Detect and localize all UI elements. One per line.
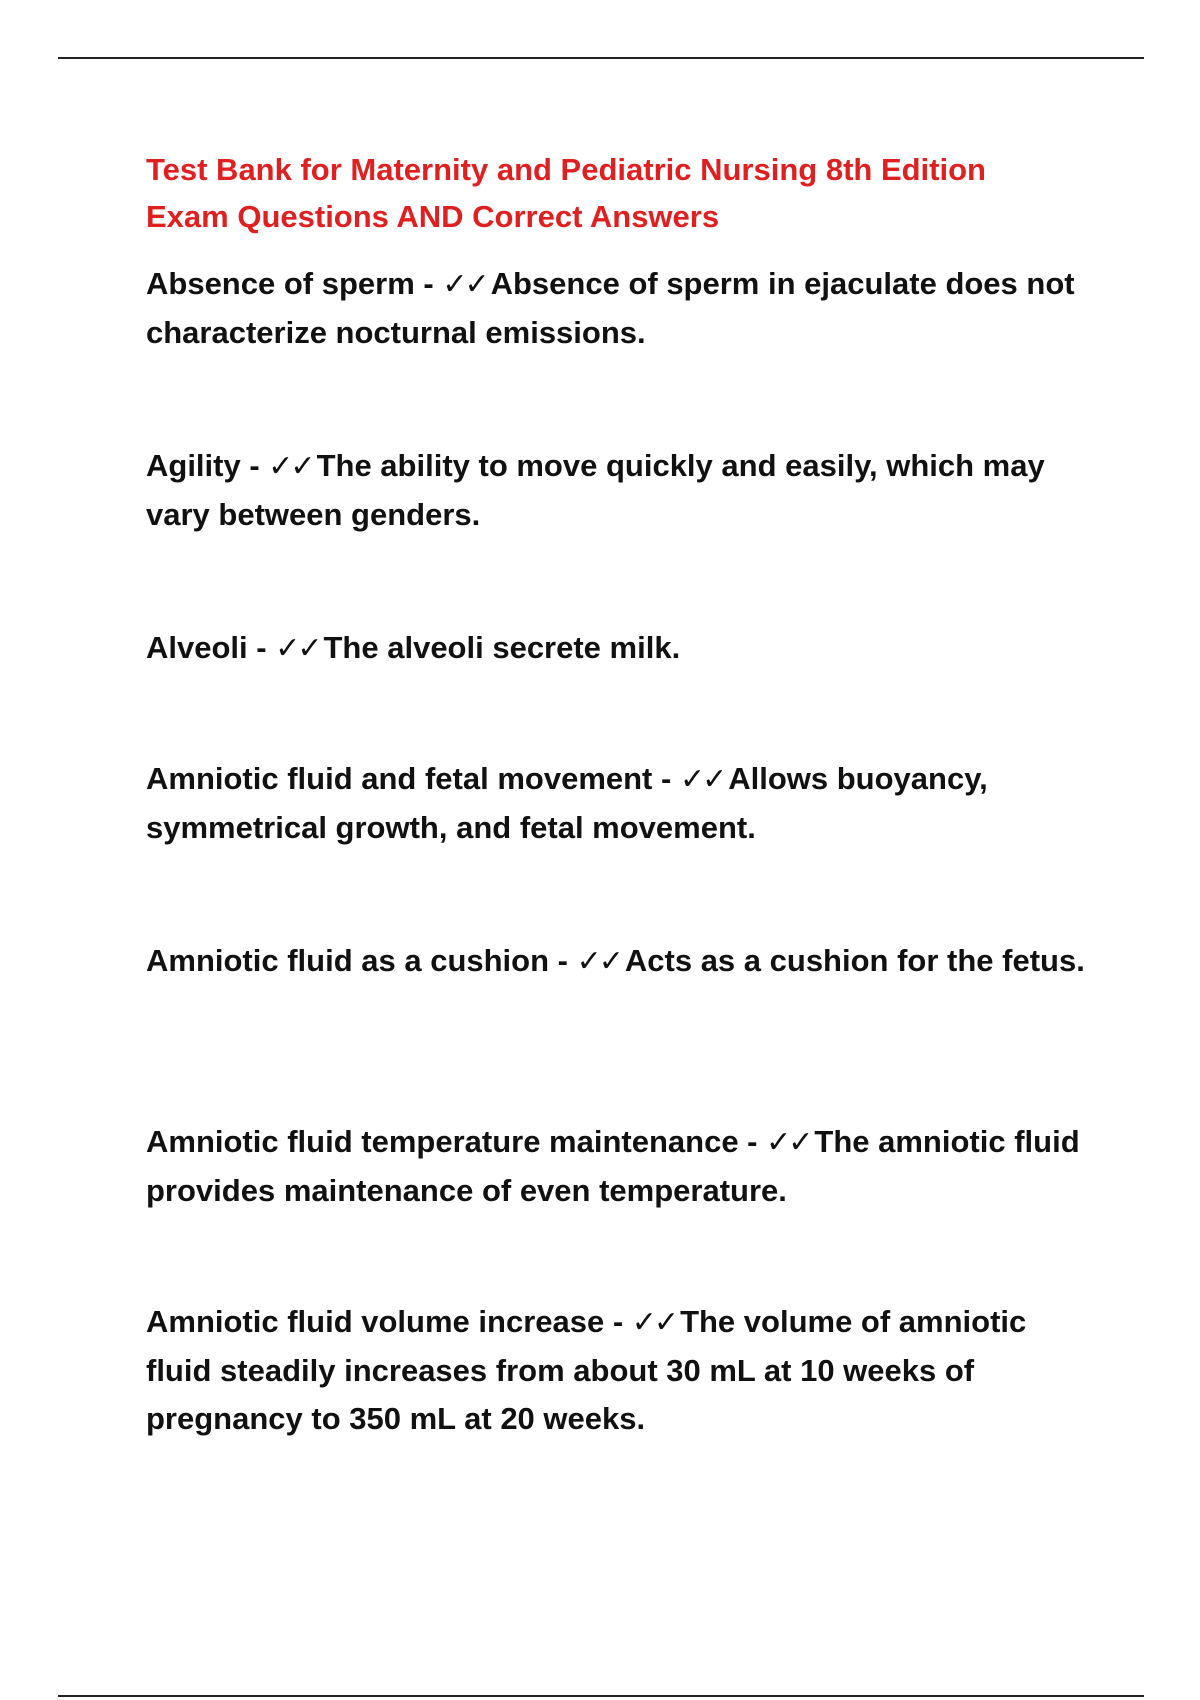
entry-answer: Acts as a cushion for the fetus. <box>624 943 1085 978</box>
entry-answer: Allows buoyancy, symmetrical growth, and fetal movement. <box>146 761 988 845</box>
double-check-icon: ✓✓ <box>679 762 725 797</box>
double-check-icon: ✓✓ <box>268 449 313 484</box>
double-check-icon: ✓✓ <box>576 944 621 979</box>
document-body <box>146 146 1086 1436</box>
double-check-icon: ✓✓ <box>442 267 487 302</box>
entry-term: Alveoli <box>146 630 248 665</box>
entry-term: Amniotic fluid volume increase <box>146 1304 605 1339</box>
qa-entry-absence-of-sperm <box>146 260 1086 357</box>
entry-answer: The alveoli secrete milk. <box>323 630 681 665</box>
entry-separator: - <box>604 1304 632 1339</box>
entry-answer: Absence of sperm in ejaculate does not characterize nocturnal emissions. <box>146 266 1075 350</box>
entry-answer: The amniotic fluid provides maintenance of even temperature. <box>146 1124 1080 1208</box>
double-check-icon: ✓✓ <box>766 1125 811 1160</box>
document-title-line-2: Exam Questions AND Correct Answers <box>146 199 720 234</box>
qa-entry-amniotic-fluid-fetal-movement <box>146 755 1086 852</box>
entry-answer: The volume of amniotic fluid steadily increases from about 30 mL at 10 weeks of pregnancy to 350 mL at 20 weeks. <box>146 1304 1027 1436</box>
document-title-line-1: Test Bank for Maternity and Pediatric Nursing 8th Edition <box>146 152 986 187</box>
entry-term: Amniotic fluid as a cushion <box>146 943 550 978</box>
entry-separator: - <box>240 448 269 483</box>
footer-rule <box>58 1695 1144 1697</box>
entry-term: Agility <box>146 448 241 483</box>
header-rule <box>58 57 1144 59</box>
entry-separator: - <box>549 943 577 978</box>
qa-entry-amniotic-fluid-volume <box>146 1298 1086 1443</box>
qa-entry-amniotic-fluid-temperature <box>146 1118 1086 1215</box>
entry-separator: - <box>738 1124 767 1159</box>
entry-term: Absence of sperm <box>146 266 415 301</box>
entry-answer: The ability to move quickly and easily, which may vary between genders. <box>146 448 1045 532</box>
double-check-icon: ✓✓ <box>275 631 320 666</box>
document-title <box>146 146 1086 240</box>
entry-separator: - <box>247 630 276 665</box>
entry-term: Amniotic fluid temperature maintenance <box>146 1124 739 1159</box>
qa-entry-amniotic-fluid-cushion <box>146 937 1086 986</box>
entry-separator: - <box>652 761 680 796</box>
qa-entry-agility <box>146 442 1086 539</box>
double-check-icon: ✓✓ <box>631 1305 677 1340</box>
entry-term: Amniotic fluid and fetal movement <box>146 761 653 796</box>
qa-entry-alveoli <box>146 624 1086 673</box>
entry-separator: - <box>414 266 443 301</box>
